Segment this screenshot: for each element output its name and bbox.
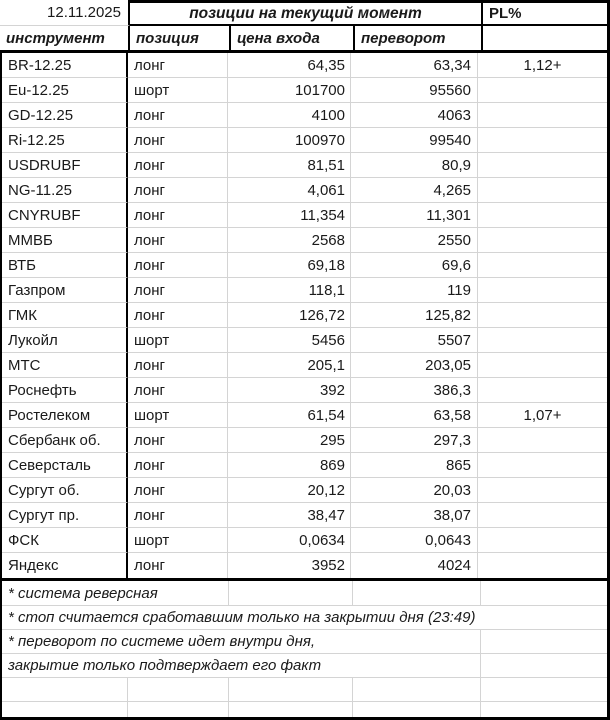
table-row (2, 153, 607, 178)
flip-price-cell[interactable]: 11,301 (351, 203, 478, 228)
note-row (2, 654, 607, 678)
instrument-cell[interactable]: Ri-12.25 (2, 128, 128, 153)
instrument-cell[interactable]: USDRUBF (2, 153, 128, 178)
empty-cell (229, 702, 353, 720)
position-cell[interactable]: лонг (128, 53, 228, 78)
empty-cell (481, 678, 607, 701)
pl-cell[interactable] (478, 378, 607, 403)
table-row (2, 378, 607, 403)
entry-price-cell[interactable]: 81,51 (228, 153, 351, 178)
table-row (2, 253, 607, 278)
instrument-cell[interactable]: ММВБ (2, 228, 128, 253)
instrument-cell[interactable]: Eu-12.25 (2, 78, 128, 103)
entry-price-cell[interactable]: 5456 (228, 328, 351, 353)
note-line[interactable]: закрытие только подтверждает его факт (2, 654, 481, 677)
instrument-cell[interactable]: Сбербанк об. (2, 428, 128, 453)
table-title: позиции на текущий момент (130, 0, 483, 26)
table-row (2, 278, 607, 303)
entry-price-cell[interactable]: 392 (228, 378, 351, 403)
instrument-cell[interactable]: NG-11.25 (2, 178, 128, 203)
pl-cell[interactable]: 1,12+ (478, 53, 607, 78)
position-cell[interactable]: шорт (128, 403, 228, 428)
empty-cell (481, 630, 607, 653)
pl-cell[interactable] (478, 478, 607, 503)
position-cell[interactable]: лонг (128, 228, 228, 253)
instrument-cell[interactable]: Яндекс (2, 553, 128, 578)
instrument-cell[interactable]: Северсталь (2, 453, 128, 478)
flip-price-cell[interactable]: 69,6 (351, 253, 478, 278)
pl-percent-header: PL% (483, 0, 607, 26)
entry-price-cell[interactable]: 11,354 (228, 203, 351, 228)
position-cell[interactable]: лонг (128, 253, 228, 278)
pl-cell[interactable]: 1,07+ (478, 403, 607, 428)
flip-price-cell[interactable]: 95560 (351, 78, 478, 103)
instrument-cell[interactable]: BR-12.25 (2, 53, 128, 78)
entry-price-cell[interactable]: 20,12 (228, 478, 351, 503)
pl-cell[interactable] (478, 203, 607, 228)
empty-cell (2, 678, 128, 701)
pl-cell[interactable] (478, 528, 607, 553)
date-cell[interactable]: 12.11.2025 (0, 0, 130, 26)
note-line[interactable]: * система реверсная (2, 581, 229, 605)
table-row (2, 78, 607, 103)
column-header-entry-price[interactable]: цена входа (231, 26, 355, 50)
pl-cell[interactable] (478, 128, 607, 153)
table-row (2, 478, 607, 503)
flip-price-cell[interactable]: 99540 (351, 128, 478, 153)
flip-price-cell[interactable]: 20,03 (351, 478, 478, 503)
position-cell[interactable]: шорт (128, 328, 228, 353)
flip-price-cell[interactable]: 0,0643 (351, 528, 478, 553)
empty-cell (128, 678, 229, 701)
position-cell[interactable]: лонг (128, 178, 228, 203)
instrument-cell[interactable]: МТС (2, 353, 128, 378)
flip-price-cell[interactable]: 63,34 (351, 53, 478, 78)
table-row (2, 403, 607, 428)
entry-price-cell[interactable]: 126,72 (228, 303, 351, 328)
empty-cell (481, 654, 607, 677)
pl-cell[interactable] (478, 453, 607, 478)
note-row (2, 630, 607, 654)
column-header-position[interactable]: позиция (130, 26, 231, 50)
note-line[interactable]: * стоп считается сработавшим только на закрытии дня (23:49) (8, 609, 476, 626)
flip-price-cell[interactable]: 386,3 (351, 378, 478, 403)
position-cell[interactable]: шорт (128, 78, 228, 103)
pl-cell[interactable] (478, 253, 607, 278)
column-header-row (0, 26, 607, 53)
pl-cell[interactable] (478, 553, 607, 578)
pl-cell[interactable] (478, 178, 607, 203)
flip-price-cell[interactable]: 5507 (351, 328, 478, 353)
pl-cell[interactable] (478, 78, 607, 103)
header-row-top (0, 0, 607, 26)
empty-cell (229, 678, 353, 701)
position-cell[interactable]: шорт (128, 528, 228, 553)
entry-price-cell[interactable]: 869 (228, 453, 351, 478)
instrument-cell[interactable]: CNYRUBF (2, 203, 128, 228)
position-cell[interactable]: лонг (128, 203, 228, 228)
table-row (2, 228, 607, 253)
flip-price-cell[interactable]: 203,05 (351, 353, 478, 378)
instrument-cell[interactable]: Газпром (2, 278, 128, 303)
entry-price-cell[interactable]: 69,18 (228, 253, 351, 278)
instrument-cell[interactable]: Лукойл (2, 328, 128, 353)
table-row (2, 503, 607, 528)
entry-price-cell[interactable]: 3952 (228, 553, 351, 578)
table-row (2, 553, 607, 578)
flip-price-cell[interactable]: 63,58 (351, 403, 478, 428)
position-cell[interactable]: лонг (128, 303, 228, 328)
entry-price-cell[interactable]: 205,1 (228, 353, 351, 378)
table-row (2, 128, 607, 153)
flip-price-cell[interactable]: 119 (351, 278, 478, 303)
empty-cell (353, 702, 481, 720)
pl-cell[interactable] (478, 328, 607, 353)
position-cell[interactable]: лонг (128, 353, 228, 378)
column-header-instrument[interactable]: инструмент (0, 26, 130, 50)
table-row (2, 303, 607, 328)
position-cell[interactable]: лонг (128, 103, 228, 128)
pl-cell[interactable] (478, 278, 607, 303)
entry-price-cell[interactable]: 101700 (228, 78, 351, 103)
empty-cell (128, 702, 229, 720)
position-cell[interactable]: лонг (128, 553, 228, 578)
pl-cell[interactable] (478, 103, 607, 128)
flip-price-cell[interactable]: 2550 (351, 228, 478, 253)
empty-row (2, 702, 607, 720)
table-row (2, 528, 607, 553)
pl-cell[interactable] (478, 503, 607, 528)
flip-price-cell[interactable]: 4024 (351, 553, 478, 578)
instrument-cell[interactable]: ФСК (2, 528, 128, 553)
pl-cell[interactable] (478, 153, 607, 178)
entry-price-cell[interactable]: 4,061 (228, 178, 351, 203)
flip-price-cell[interactable]: 80,9 (351, 153, 478, 178)
empty-cell (2, 702, 128, 720)
entry-price-cell[interactable]: 100970 (228, 128, 351, 153)
table-row (2, 453, 607, 478)
instrument-cell[interactable]: ВТБ (2, 253, 128, 278)
entry-price-cell[interactable]: 0,0634 (228, 528, 351, 553)
flip-price-cell[interactable]: 38,07 (351, 503, 478, 528)
note-row (2, 606, 607, 630)
position-cell[interactable]: лонг (128, 428, 228, 453)
table-row (2, 428, 607, 453)
empty-cell (353, 678, 481, 701)
position-cell[interactable]: лонг (128, 128, 228, 153)
table-row (2, 53, 607, 78)
pl-cell[interactable] (478, 228, 607, 253)
instrument-cell[interactable]: Сургут пр. (2, 503, 128, 528)
position-cell[interactable]: лонг (128, 478, 228, 503)
flip-price-cell[interactable]: 865 (351, 453, 478, 478)
instrument-cell[interactable]: Роснефть (2, 378, 128, 403)
position-cell[interactable]: лонг (128, 378, 228, 403)
pl-cell[interactable] (478, 428, 607, 453)
empty-row (2, 678, 607, 702)
column-header-empty (483, 26, 607, 50)
empty-cell (353, 581, 481, 605)
empty-cell (481, 702, 607, 720)
table-row (2, 328, 607, 353)
flip-price-cell[interactable]: 125,82 (351, 303, 478, 328)
table-row (2, 103, 607, 128)
flip-price-cell[interactable]: 4063 (351, 103, 478, 128)
instrument-cell[interactable]: GD-12.25 (2, 103, 128, 128)
entry-price-cell[interactable]: 61,54 (228, 403, 351, 428)
position-cell[interactable]: лонг (128, 278, 228, 303)
table-row (2, 178, 607, 203)
entry-price-cell[interactable]: 118,1 (228, 278, 351, 303)
instrument-cell[interactable]: ГМК (2, 303, 128, 328)
position-cell[interactable]: лонг (128, 503, 228, 528)
empty-cell (229, 581, 353, 605)
note-row (2, 581, 607, 606)
entry-price-cell[interactable]: 2568 (228, 228, 351, 253)
note-line[interactable]: * переворот по системе идет внутри дня, (2, 630, 481, 653)
position-cell[interactable]: лонг (128, 153, 228, 178)
table-row (2, 203, 607, 228)
data-rows (0, 53, 607, 581)
pl-cell[interactable] (478, 303, 607, 328)
entry-price-cell[interactable]: 295 (228, 428, 351, 453)
entry-price-cell[interactable]: 64,35 (228, 53, 351, 78)
column-header-flip[interactable]: переворот (355, 26, 483, 50)
empty-cell (481, 581, 607, 605)
flip-price-cell[interactable]: 4,265 (351, 178, 478, 203)
position-cell[interactable]: лонг (128, 453, 228, 478)
instrument-cell[interactable]: Ростелеком (2, 403, 128, 428)
instrument-cell[interactable]: Сургут об. (2, 478, 128, 503)
entry-price-cell[interactable]: 38,47 (228, 503, 351, 528)
notes-section (0, 581, 607, 720)
pl-cell[interactable] (478, 353, 607, 378)
flip-price-cell[interactable]: 297,3 (351, 428, 478, 453)
entry-price-cell[interactable]: 4100 (228, 103, 351, 128)
table-row (2, 353, 607, 378)
